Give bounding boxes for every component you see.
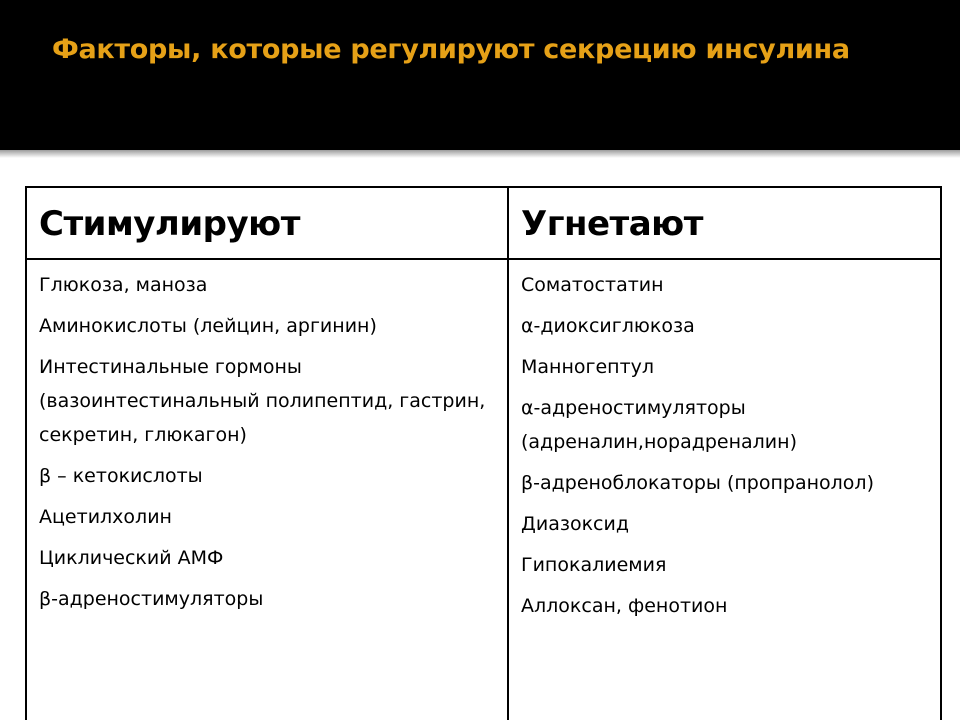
list-item: Аллоксан, фенотион — [521, 595, 728, 617]
header-stimulate: Стимулируют — [26, 187, 508, 259]
list-item: α-диоксиглюкоза — [521, 315, 695, 337]
list-item: β-адреностимуляторы — [39, 588, 264, 610]
list-item: Аминокислоты (лейцин, аргинин) — [39, 315, 377, 337]
list-item: α-адреностимуляторы (адреналин,норадреналин) — [521, 397, 797, 453]
list-item: Глюкоза, маноза — [39, 274, 208, 296]
inhibit-list — [521, 268, 928, 623]
list-item: Ацетилхолин — [39, 506, 172, 528]
list-item: Манногептул — [521, 356, 655, 378]
title-divider — [0, 150, 960, 158]
table-header-row — [26, 187, 941, 259]
stimulate-cell — [26, 259, 508, 720]
inhibit-cell — [508, 259, 941, 720]
list-item: Интестинальные гормоны (вазоинтестинальный полипептид, гастрин, секретин, глюкагон) — [39, 356, 486, 446]
factors-table — [25, 186, 942, 720]
list-item: Гипокалиемия — [521, 554, 667, 576]
stimulate-list — [39, 268, 495, 616]
title-bar — [0, 0, 960, 150]
list-item: Соматостатин — [521, 274, 664, 296]
list-item: β-адреноблокаторы (пропранолол) — [521, 472, 874, 494]
table-row — [26, 259, 941, 720]
list-item: β – кетокислоты — [39, 465, 203, 487]
slide-title: Факторы, которые регулируют секрецию инсулина — [52, 34, 850, 65]
list-item: Диазоксид — [521, 513, 629, 535]
list-item: Циклический АМФ — [39, 547, 224, 569]
header-inhibit: Угнетают — [508, 187, 941, 259]
